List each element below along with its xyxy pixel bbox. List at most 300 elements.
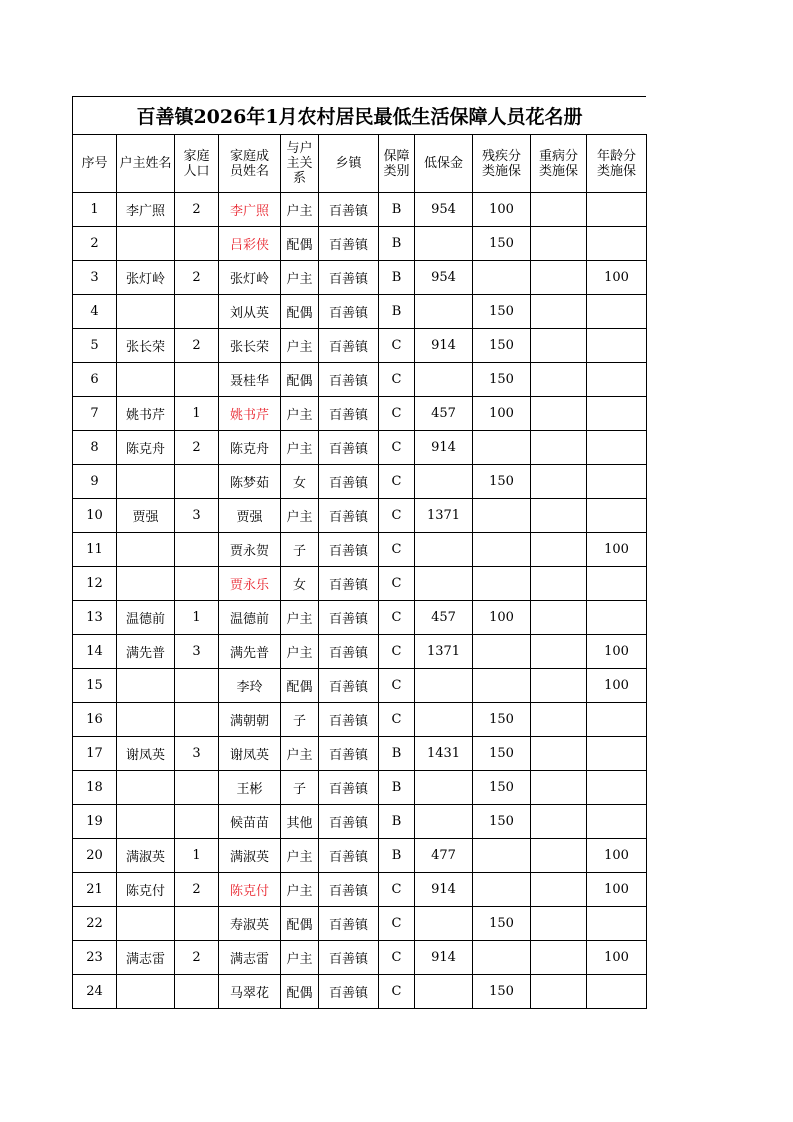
cell-relation: 户主 [281, 839, 319, 873]
cell-head-name: 姚书芹 [117, 397, 175, 431]
cell-town: 百善镇 [319, 635, 379, 669]
header-category [379, 135, 415, 193]
cell-seq: 14 [73, 635, 117, 669]
cell-category: C [379, 431, 415, 465]
cell-seq: 7 [73, 397, 117, 431]
cell-household-size [175, 805, 219, 839]
cell-seq: 15 [73, 669, 117, 703]
cell-household-size: 3 [175, 737, 219, 771]
cell-relation: 其他 [281, 805, 319, 839]
cell-head-name [117, 567, 175, 601]
cell-town: 百善镇 [319, 193, 379, 227]
cell-town: 百善镇 [319, 533, 379, 567]
table-row [73, 329, 647, 363]
cell-category: C [379, 533, 415, 567]
cell-category: B [379, 227, 415, 261]
header-age [587, 135, 647, 193]
table-row [73, 601, 647, 635]
cell-head-name: 李广照 [117, 193, 175, 227]
cell-household-size [175, 907, 219, 941]
cell-disability: 150 [473, 363, 531, 397]
cell-disability [473, 567, 531, 601]
cell-relation: 子 [281, 771, 319, 805]
cell-member-name: 寿淑英 [219, 907, 281, 941]
cell-allowance [415, 465, 473, 499]
cell-town: 百善镇 [319, 975, 379, 1009]
cell-relation: 子 [281, 703, 319, 737]
cell-age [587, 567, 647, 601]
cell-household-size: 2 [175, 941, 219, 975]
cell-head-name: 陈克付 [117, 873, 175, 907]
cell-disability [473, 261, 531, 295]
cell-town: 百善镇 [319, 601, 379, 635]
cell-relation: 户主 [281, 873, 319, 907]
cell-allowance: 914 [415, 431, 473, 465]
cell-seq: 22 [73, 907, 117, 941]
cell-household-size [175, 295, 219, 329]
cell-category: B [379, 839, 415, 873]
cell-head-name [117, 533, 175, 567]
cell-member-name: 聂桂华 [219, 363, 281, 397]
table-row [73, 397, 647, 431]
header-row [73, 135, 647, 193]
cell-head-name [117, 907, 175, 941]
header-illness-text: 重病分类施保 [538, 148, 578, 179]
cell-member-name: 姚书芹 [219, 397, 281, 431]
cell-seq: 20 [73, 839, 117, 873]
cell-category: C [379, 601, 415, 635]
table-row [73, 533, 647, 567]
cell-category: B [379, 771, 415, 805]
cell-illness [531, 601, 587, 635]
header-town: 乡镇 [319, 135, 379, 193]
cell-age [587, 771, 647, 805]
cell-relation: 配偶 [281, 907, 319, 941]
table-row [73, 363, 647, 397]
table-row [73, 975, 647, 1009]
cell-disability: 150 [473, 771, 531, 805]
cell-seq: 18 [73, 771, 117, 805]
table-row [73, 873, 647, 907]
cell-member-name: 满先普 [219, 635, 281, 669]
cell-illness [531, 363, 587, 397]
cell-town: 百善镇 [319, 295, 379, 329]
cell-category: C [379, 329, 415, 363]
header-relation [281, 135, 319, 193]
cell-member-name: 贾强 [219, 499, 281, 533]
roster-sheet [72, 96, 646, 1009]
cell-head-name: 谢凤英 [117, 737, 175, 771]
cell-allowance [415, 567, 473, 601]
cell-relation: 配偶 [281, 669, 319, 703]
cell-member-name: 满志雷 [219, 941, 281, 975]
cell-seq: 4 [73, 295, 117, 329]
cell-household-size [175, 669, 219, 703]
table-row [73, 771, 647, 805]
cell-member-name: 吕彩侠 [219, 227, 281, 261]
cell-category: C [379, 975, 415, 1009]
table-row [73, 669, 647, 703]
cell-age [587, 601, 647, 635]
cell-town: 百善镇 [319, 329, 379, 363]
cell-town: 百善镇 [319, 873, 379, 907]
cell-allowance [415, 907, 473, 941]
cell-allowance [415, 669, 473, 703]
header-member-name-text: 家庭成员姓名 [229, 148, 269, 179]
cell-member-name: 温德前 [219, 601, 281, 635]
cell-illness [531, 227, 587, 261]
cell-member-name: 刘从英 [219, 295, 281, 329]
cell-head-name [117, 227, 175, 261]
cell-age [587, 295, 647, 329]
cell-age [587, 499, 647, 533]
cell-head-name [117, 771, 175, 805]
header-household-size-text: 家庭人口 [183, 148, 210, 179]
cell-member-name: 李广照 [219, 193, 281, 227]
cell-disability: 150 [473, 295, 531, 329]
table-row [73, 635, 647, 669]
cell-relation: 女 [281, 567, 319, 601]
cell-allowance: 457 [415, 601, 473, 635]
cell-relation: 户主 [281, 499, 319, 533]
cell-age [587, 397, 647, 431]
cell-town: 百善镇 [319, 839, 379, 873]
cell-household-size: 3 [175, 635, 219, 669]
cell-age [587, 805, 647, 839]
header-allowance: 低保金 [415, 135, 473, 193]
cell-head-name [117, 805, 175, 839]
cell-illness [531, 873, 587, 907]
cell-household-size [175, 363, 219, 397]
cell-relation: 户主 [281, 397, 319, 431]
cell-category: C [379, 465, 415, 499]
cell-allowance: 1431 [415, 737, 473, 771]
cell-disability [473, 533, 531, 567]
cell-age [587, 193, 647, 227]
cell-seq: 24 [73, 975, 117, 1009]
cell-disability [473, 839, 531, 873]
cell-household-size: 2 [175, 261, 219, 295]
cell-category: C [379, 397, 415, 431]
cell-disability: 150 [473, 227, 531, 261]
cell-seq: 3 [73, 261, 117, 295]
cell-category: C [379, 907, 415, 941]
cell-town: 百善镇 [319, 737, 379, 771]
cell-illness [531, 941, 587, 975]
table-row [73, 431, 647, 465]
cell-head-name [117, 975, 175, 1009]
cell-member-name: 贾永乐 [219, 567, 281, 601]
cell-town: 百善镇 [319, 805, 379, 839]
cell-household-size: 1 [175, 601, 219, 635]
header-head-name: 户主姓名 [117, 135, 175, 193]
cell-disability [473, 669, 531, 703]
cell-seq: 11 [73, 533, 117, 567]
cell-member-name: 满朝朝 [219, 703, 281, 737]
cell-age [587, 907, 647, 941]
header-disability [473, 135, 531, 193]
cell-age [587, 703, 647, 737]
cell-age: 100 [587, 941, 647, 975]
table-row [73, 737, 647, 771]
cell-allowance [415, 703, 473, 737]
table-row [73, 805, 647, 839]
header-member-name [219, 135, 281, 193]
cell-disability: 150 [473, 805, 531, 839]
cell-town: 百善镇 [319, 669, 379, 703]
cell-head-name: 陈克舟 [117, 431, 175, 465]
table-row [73, 567, 647, 601]
table-row [73, 703, 647, 737]
cell-relation: 户主 [281, 635, 319, 669]
cell-disability [473, 635, 531, 669]
cell-seq: 16 [73, 703, 117, 737]
cell-household-size: 2 [175, 431, 219, 465]
cell-household-size [175, 567, 219, 601]
table-row [73, 193, 647, 227]
cell-member-name: 陈梦茹 [219, 465, 281, 499]
cell-age [587, 465, 647, 499]
cell-disability: 150 [473, 329, 531, 363]
cell-household-size [175, 771, 219, 805]
cell-category: C [379, 635, 415, 669]
cell-category: C [379, 499, 415, 533]
cell-allowance [415, 771, 473, 805]
cell-relation: 女 [281, 465, 319, 499]
cell-illness [531, 839, 587, 873]
cell-illness [531, 465, 587, 499]
cell-allowance: 954 [415, 261, 473, 295]
table-row [73, 499, 647, 533]
roster-body [73, 193, 647, 1009]
cell-illness [531, 431, 587, 465]
cell-illness [531, 703, 587, 737]
cell-head-name: 温德前 [117, 601, 175, 635]
cell-age: 100 [587, 873, 647, 907]
header-category-text: 保障类别 [383, 148, 410, 179]
cell-household-size: 3 [175, 499, 219, 533]
cell-age [587, 227, 647, 261]
cell-age [587, 329, 647, 363]
cell-category: C [379, 363, 415, 397]
cell-town: 百善镇 [319, 261, 379, 295]
cell-age: 100 [587, 635, 647, 669]
cell-illness [531, 499, 587, 533]
cell-town: 百善镇 [319, 907, 379, 941]
cell-head-name [117, 703, 175, 737]
cell-disability: 100 [473, 193, 531, 227]
cell-illness [531, 397, 587, 431]
cell-relation: 子 [281, 533, 319, 567]
cell-household-size: 2 [175, 329, 219, 363]
cell-seq: 13 [73, 601, 117, 635]
cell-household-size [175, 533, 219, 567]
header-illness [531, 135, 587, 193]
cell-household-size [175, 227, 219, 261]
table-row [73, 839, 647, 873]
cell-relation: 配偶 [281, 227, 319, 261]
cell-category: C [379, 941, 415, 975]
cell-relation: 户主 [281, 431, 319, 465]
table-row [73, 907, 647, 941]
cell-allowance [415, 363, 473, 397]
cell-household-size [175, 975, 219, 1009]
cell-head-name: 贾强 [117, 499, 175, 533]
cell-disability: 150 [473, 703, 531, 737]
cell-member-name: 满淑英 [219, 839, 281, 873]
cell-seq: 17 [73, 737, 117, 771]
cell-relation: 户主 [281, 329, 319, 363]
cell-member-name: 陈克付 [219, 873, 281, 907]
cell-head-name: 满淑英 [117, 839, 175, 873]
cell-seq: 5 [73, 329, 117, 363]
cell-category: C [379, 669, 415, 703]
cell-member-name: 谢凤英 [219, 737, 281, 771]
cell-allowance: 477 [415, 839, 473, 873]
cell-disability [473, 941, 531, 975]
cell-relation: 配偶 [281, 295, 319, 329]
cell-disability [473, 499, 531, 533]
cell-member-name: 贾永贺 [219, 533, 281, 567]
cell-town: 百善镇 [319, 499, 379, 533]
cell-household-size: 1 [175, 839, 219, 873]
cell-seq: 6 [73, 363, 117, 397]
table-row [73, 261, 647, 295]
cell-member-name: 李玲 [219, 669, 281, 703]
cell-town: 百善镇 [319, 941, 379, 975]
cell-allowance: 457 [415, 397, 473, 431]
cell-household-size: 1 [175, 397, 219, 431]
cell-disability [473, 873, 531, 907]
cell-head-name [117, 295, 175, 329]
cell-age [587, 431, 647, 465]
cell-illness [531, 635, 587, 669]
cell-allowance [415, 227, 473, 261]
cell-illness [531, 669, 587, 703]
cell-disability: 150 [473, 907, 531, 941]
cell-household-size [175, 703, 219, 737]
cell-illness [531, 193, 587, 227]
cell-head-name: 张灯岭 [117, 261, 175, 295]
cell-illness [531, 567, 587, 601]
cell-age [587, 363, 647, 397]
cell-allowance: 1371 [415, 635, 473, 669]
cell-head-name [117, 363, 175, 397]
cell-category: B [379, 193, 415, 227]
cell-allowance [415, 805, 473, 839]
cell-head-name: 满先普 [117, 635, 175, 669]
cell-allowance: 954 [415, 193, 473, 227]
cell-allowance: 914 [415, 941, 473, 975]
cell-town: 百善镇 [319, 431, 379, 465]
cell-age [587, 975, 647, 1009]
table-row [73, 941, 647, 975]
cell-age: 100 [587, 669, 647, 703]
table-row [73, 465, 647, 499]
cell-relation: 户主 [281, 261, 319, 295]
cell-illness [531, 261, 587, 295]
roster-table [72, 134, 647, 1009]
cell-illness [531, 295, 587, 329]
cell-illness [531, 771, 587, 805]
table-row [73, 227, 647, 261]
cell-seq: 2 [73, 227, 117, 261]
cell-seq: 23 [73, 941, 117, 975]
cell-household-size: 2 [175, 193, 219, 227]
cell-town: 百善镇 [319, 703, 379, 737]
cell-age: 100 [587, 533, 647, 567]
roster-title: 百善镇2026年1月农村居民最低生活保障人员花名册 [72, 96, 646, 134]
cell-relation: 配偶 [281, 363, 319, 397]
header-household-size [175, 135, 219, 193]
cell-head-name [117, 669, 175, 703]
cell-illness [531, 907, 587, 941]
header-seq: 序号 [73, 135, 117, 193]
cell-disability: 150 [473, 737, 531, 771]
cell-category: B [379, 295, 415, 329]
cell-category: C [379, 703, 415, 737]
cell-allowance: 914 [415, 873, 473, 907]
cell-disability: 100 [473, 601, 531, 635]
cell-allowance [415, 533, 473, 567]
header-relation-text: 与户主关系 [286, 141, 313, 186]
cell-town: 百善镇 [319, 465, 379, 499]
cell-seq: 1 [73, 193, 117, 227]
cell-category: B [379, 261, 415, 295]
cell-age [587, 737, 647, 771]
cell-head-name: 满志雷 [117, 941, 175, 975]
cell-category: C [379, 873, 415, 907]
cell-illness [531, 805, 587, 839]
cell-allowance [415, 975, 473, 1009]
cell-disability: 100 [473, 397, 531, 431]
cell-disability [473, 431, 531, 465]
cell-relation: 户主 [281, 193, 319, 227]
header-age-text: 年龄分类施保 [596, 148, 636, 179]
cell-seq: 10 [73, 499, 117, 533]
cell-member-name: 陈克舟 [219, 431, 281, 465]
cell-town: 百善镇 [319, 227, 379, 261]
cell-allowance: 914 [415, 329, 473, 363]
cell-category: B [379, 737, 415, 771]
cell-town: 百善镇 [319, 567, 379, 601]
cell-relation: 户主 [281, 737, 319, 771]
cell-member-name: 张灯岭 [219, 261, 281, 295]
cell-member-name: 王彬 [219, 771, 281, 805]
header-disability-text: 残疾分类施保 [481, 148, 521, 179]
cell-head-name [117, 465, 175, 499]
cell-town: 百善镇 [319, 771, 379, 805]
cell-disability: 150 [473, 465, 531, 499]
cell-seq: 21 [73, 873, 117, 907]
cell-relation: 户主 [281, 601, 319, 635]
cell-disability: 150 [473, 975, 531, 1009]
cell-member-name: 马翠花 [219, 975, 281, 1009]
cell-category: B [379, 805, 415, 839]
cell-town: 百善镇 [319, 397, 379, 431]
table-row [73, 295, 647, 329]
cell-household-size: 2 [175, 873, 219, 907]
cell-seq: 19 [73, 805, 117, 839]
cell-allowance [415, 295, 473, 329]
cell-illness [531, 975, 587, 1009]
cell-seq: 9 [73, 465, 117, 499]
cell-age: 100 [587, 261, 647, 295]
cell-illness [531, 329, 587, 363]
cell-relation: 配偶 [281, 975, 319, 1009]
cell-age: 100 [587, 839, 647, 873]
cell-illness [531, 737, 587, 771]
